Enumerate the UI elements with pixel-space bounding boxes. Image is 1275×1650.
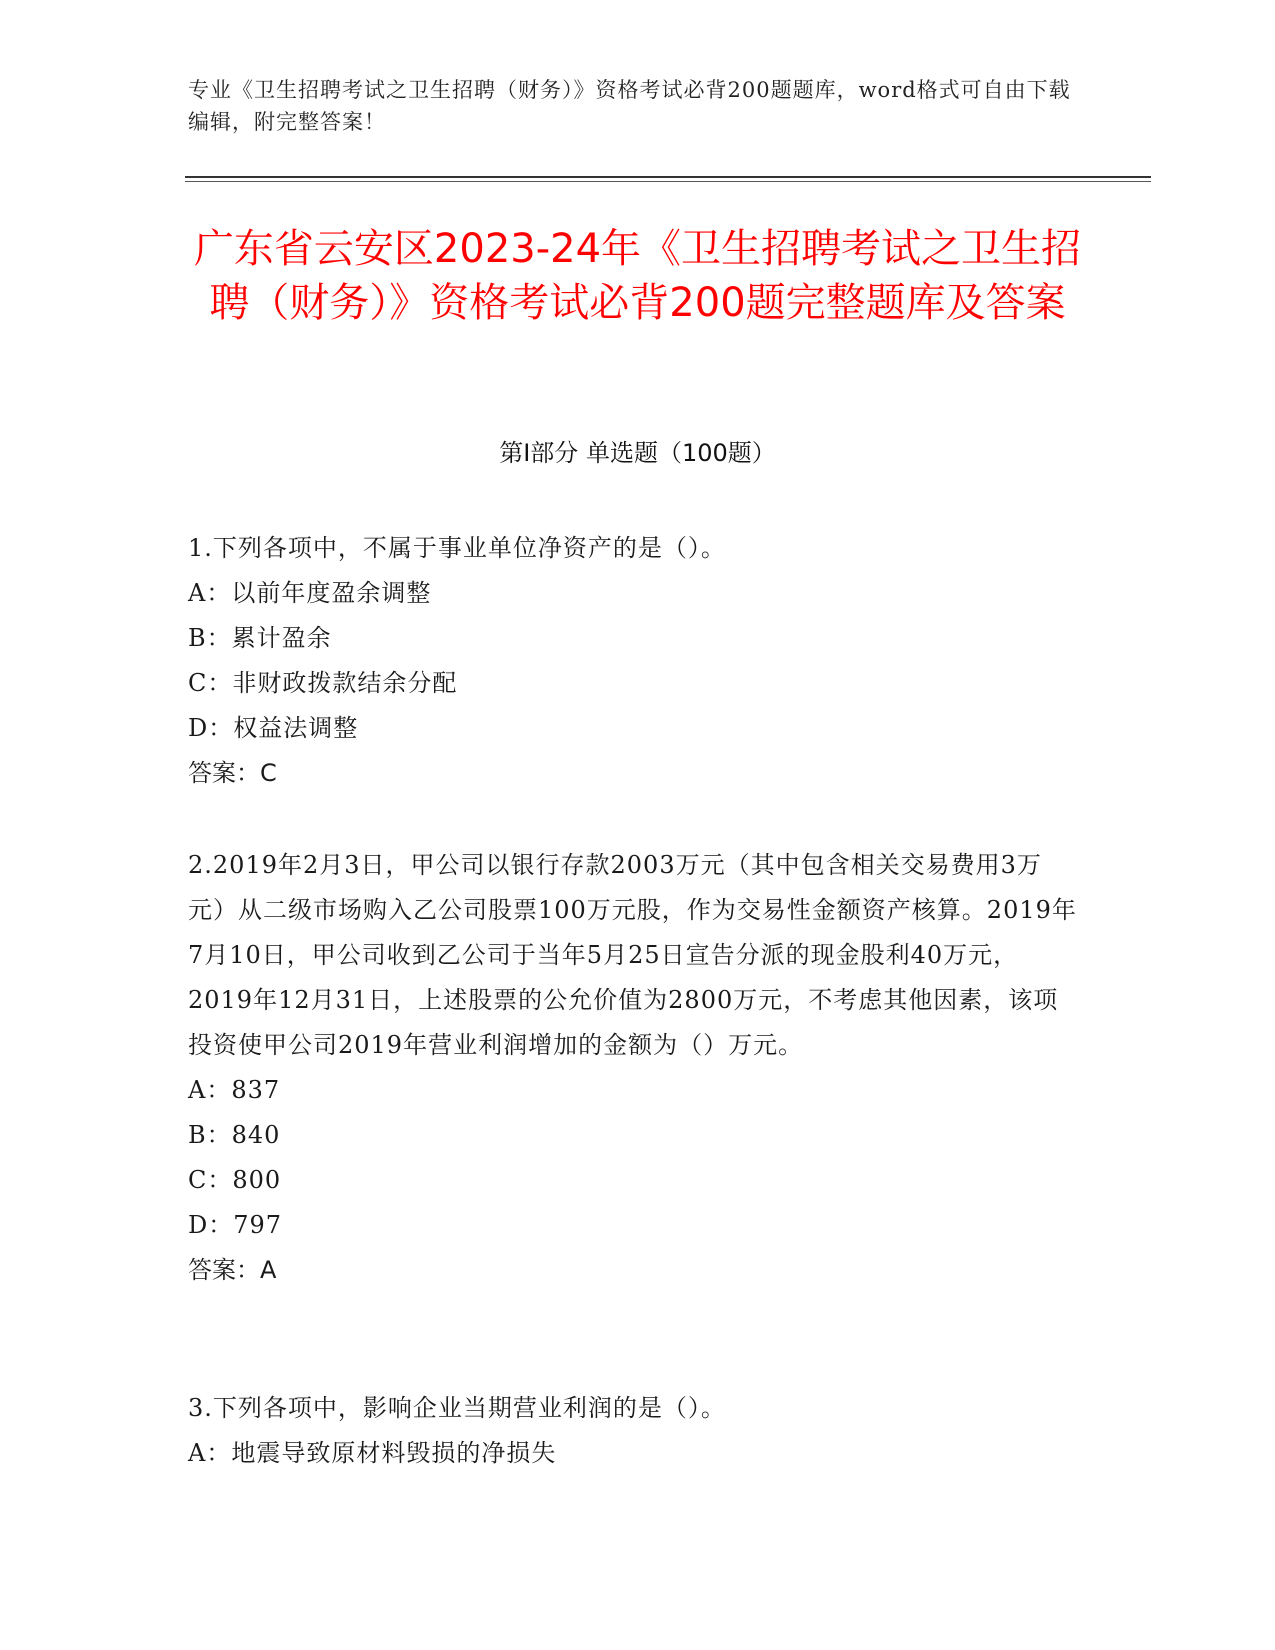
question-3 — [188, 1386, 1078, 1476]
option-c: C：非财政拨款结余分配 — [188, 669, 458, 697]
option-a: A：837 — [188, 1076, 281, 1104]
question-stem: 3.下列各项中，影响企业当期营业利润的是（）。 — [188, 1394, 726, 1422]
option-c: C：800 — [188, 1166, 282, 1194]
header-note: 专业《卫生招聘考试之卫生招聘（财务）》资格考试必背200题题库，word格式可自由下载编辑，附完整答案！ — [188, 78, 1071, 134]
question-stem: 1.下列各项中，不属于事业单位净资产的是（）。 — [188, 534, 726, 562]
answer: 答案：A — [188, 1256, 277, 1284]
option-a: A：地震导致原材料毁损的净损失 — [188, 1439, 557, 1467]
section-title: 第I部分 单选题（100题） — [499, 439, 776, 467]
question-stem: 2.2019年2月3日，甲公司以银行存款2003万元（其中包含相关交易费用3万元）从二级市场购入乙公司股票100万元股，作为交易性金额资产核算。2019年7月10日，甲公司收到乙公司于当年5月25日宣告分派的现金股利40万元，2019年12月31日，上述股票的公允价值为2800万元，不考虑其他因素，该项投资使甲公司2019年营业利润增加的金额为（）万元。 — [188, 851, 1077, 1059]
question-1 — [188, 526, 1078, 796]
option-a: A：以前年度盈余调整 — [188, 579, 432, 607]
option-b: B：840 — [188, 1121, 281, 1149]
document-title: 广东省云安区2023-24年《卫生招聘考试之卫生招聘（财务）》资格考试必背200题完整题库及答案 — [193, 226, 1082, 326]
option-b: B：累计盈余 — [188, 624, 332, 652]
option-d: D：797 — [188, 1211, 283, 1239]
header-divider-thin — [185, 181, 1151, 182]
question-2 — [188, 843, 1078, 1293]
option-d: D：权益法调整 — [188, 714, 359, 742]
answer: 答案：C — [188, 759, 277, 787]
header-divider-thick — [185, 176, 1151, 178]
